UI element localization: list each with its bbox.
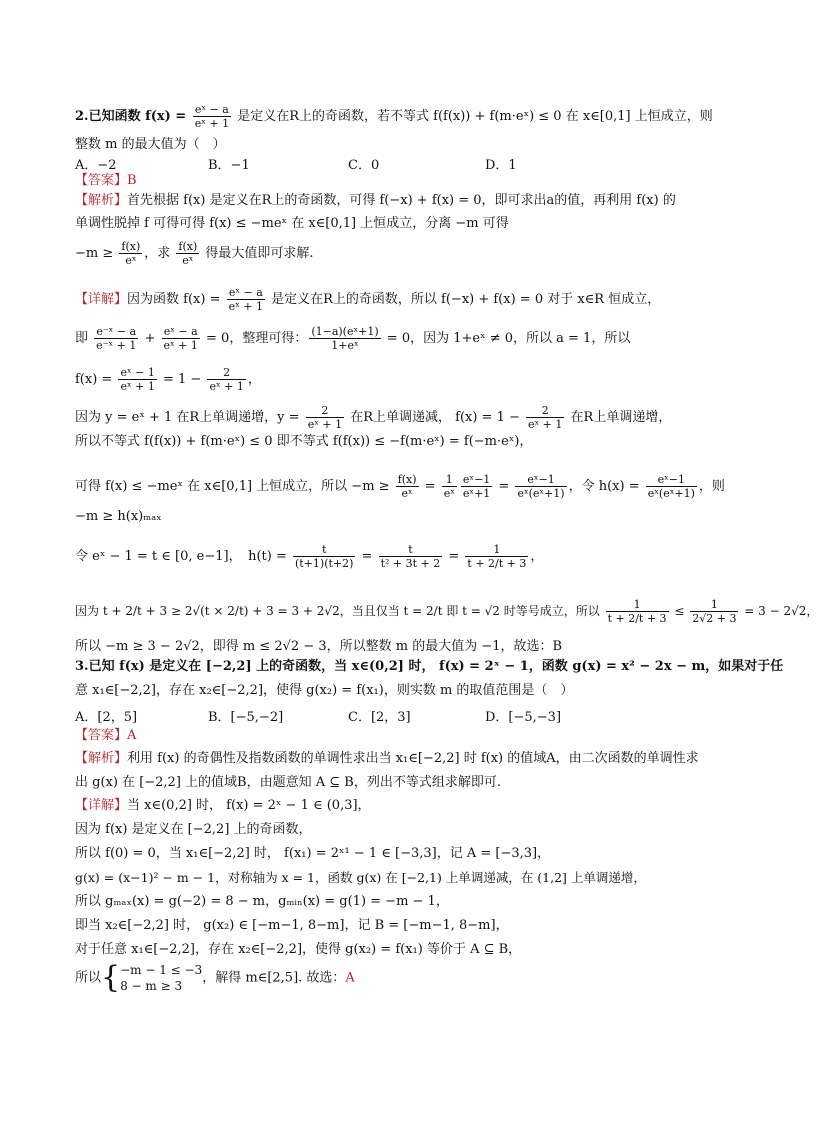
q2-stem-line1: [75, 103, 713, 130]
q2-detail-line2: 即 $\frac{\text{e⁻ˣ − a}}{\text{e⁻ˣ + 1}}$ + $\frac{\text{eˣ − a}}{\text{eˣ + 1}}$ = 0，整理可得： $\frac{\text{(1−a)(eˣ+1)}}{\text{1+eˣ}}$ = 0，因为 1+eˣ ≠ 0，所以 a = 1，所以: [75, 325, 631, 352]
q3-detail-line3: 所以 f(0) = 0，当 x₁∈[−2,2] 时， f(x₁) = 2ˣ¹ − 1 ∈ [−3,3]，记 A = [−3,3]，: [75, 846, 551, 861]
q3-option-d: D．[−5,−3]: [485, 710, 562, 725]
q2-stem-b: 是定义在R上的奇函数，若不等式 f(f(x)) + f(m·eˣ) ≤ 0 在 x∈[0,1] 上恒成立，则: [233, 109, 713, 124]
q3-detail-line1: 【详解】当 x∈(0,2] 时， f(x) = 2ˣ − 1 ∈ (0,3]，: [75, 798, 371, 813]
q3-detail-line6: 即当 x₂∈[−2,2] 时， g(x₂) ∈ [−m−1, 8−m]，记 B = [−m−1, 8−m]，: [75, 918, 509, 933]
q2-detail-line8: 令 eˣ − 1 = t ∈ [0, e−1]， h(t) = $\frac{t}{(t+1)(t+2)}$ = $\frac{t}{\text{t² + 3t + 2}}$ = $\frac{1}{t + 2/t + 3}$ ，: [75, 543, 544, 570]
q3-answer-value: A: [127, 728, 137, 743]
q2-analysis-line1: 【解析】首先根据 f(x) 是定义在R上的奇函数，可得 f(−x) + f(x) = 0，即可求出a的值，再利用 f(x) 的: [75, 193, 676, 208]
q2-option-c: C．0: [348, 158, 380, 173]
q3-option-a: A．[2，5]: [75, 710, 138, 725]
q3-answer: [75, 727, 136, 745]
q2-stem-a: 2.已知函数 f(x) =: [75, 109, 191, 124]
q2-answer-value: B: [127, 173, 137, 188]
q3-stem-line2: 意 x₁∈[−2,2]，存在 x₂∈[−2,2]，使得 g(x₂) = f(x₁)，则实数 m 的取值范围是（ ）: [75, 683, 574, 698]
q3-detail-line8: 所以{ −m − 1 ≤ −3 8 − m ≥ 3 ，解得 m∈[2,5]. 故选：A: [75, 960, 355, 995]
q2-analysis-tag: 【解析】: [75, 193, 128, 208]
inequality-system: −m − 1 ≤ −3 8 − m ≥ 3: [120, 963, 203, 993]
q2-answer-tag: 【答案】: [75, 173, 128, 188]
q3-analysis-line2: 出 g(x) 在 [−2,2] 上的值域B，由题意知 A ⊆ B，列出不等式组求解即可.: [75, 775, 501, 790]
q2-stem-frac: $\frac{\text{eˣ − a}}{\text{eˣ + 1}}$: [194, 103, 230, 130]
q3-option-b: B．[−5,−2]: [208, 710, 284, 725]
q3-analysis-tag: 【解析】: [75, 751, 128, 766]
q2-detail-line4: 因为 y = eˣ + 1 在R上单调递增，y = $\frac{2}{\text{eˣ + 1}}$ 在R上单调递减， f(x) = 1 − $\frac{2}{\text{eˣ + 1}}$ 在R上单调递增，: [75, 404, 672, 431]
q3-stem-line1: 3.已知 f(x) 是定义在 [−2,2] 上的奇函数，当 x∈(0,2] 时， f(x) = 2ˣ − 1，函数 g(x) = x² − 2x − m，如果对于任: [75, 659, 784, 674]
q3-detail-line5: 所以 gₘₐₓ(x) = g(−2) = 8 − m，gₘᵢₙ(x) = g(1) = −m − 1，: [75, 894, 449, 909]
q3-answer-tag: 【答案】: [75, 728, 128, 743]
q2-detail-line5: 所以不等式 f(f(x)) + f(m·eˣ) ≤ 0 即不等式 f(f(x)) ≤ −f(m·eˣ) = f(−m·eˣ)，: [75, 434, 533, 449]
q3-detail-tag: 【详解】: [75, 798, 128, 813]
q2-option-b: B．−1: [208, 158, 250, 173]
q2-stem-line2: 整数 m 的最大值为（ ）: [75, 137, 226, 152]
q2-detail-line9: 因为 t + 2/t + 3 ≥ 2√(t × 2/t) + 3 = 3 + 2√2，当且仅当 t = 2/t 即 t = √2 时等号成立，所以 $\frac{1}{t + 2/t + 3}$ ≤ $\frac{1}{2√2 + 3}$ = 3 − 2√2，: [75, 598, 818, 625]
q2-option-a: A．−2: [75, 158, 117, 173]
q2-detail-line6: 可得 f(x) ≤ −meˣ 在 x∈[0,1] 上恒成立，所以 −m ≥ $\frac{f(x)}{\text{eˣ}}$ = $\frac{1}{\text{eˣ}}$ $\frac{\text{eˣ−1}}{\text{eˣ+1}}$ = $\frac{\text{eˣ−1}}{\text{eˣ(eˣ+1)}}$ ，令 h(x) = $\frac{\text{eˣ−1}}{\text{eˣ(eˣ+1)}}$ ，则: [75, 473, 725, 500]
q2-detail-line1: 【详解】因为函数 f(x) = $\frac{\text{eˣ − a}}{\text{eˣ + 1}}$ 是定义在R上的奇函数，所以 f(−x) + f(x) = 0 对于 x∈R 恒成立，: [75, 286, 661, 313]
q2-detail-line3: f(x) = $\frac{\text{eˣ − 1}}{\text{eˣ + 1}}$ = 1 − $\frac{2}{\text{eˣ + 1}}$ ，: [75, 366, 261, 393]
q2-option-d: D．1: [485, 158, 517, 173]
q2-detail-line10: 所以 −m ≥ 3 − 2√2，即得 m ≤ 2√2 − 3，所以整数 m 的最大值为 −1，故选：B: [75, 639, 563, 654]
left-brace-icon: {: [101, 960, 121, 995]
q2-detail-line7: −m ≥ h(x)ₘₐₓ: [75, 509, 162, 524]
q2-analysis-line3: −m ≥ $\frac{f(x)}{\text{eˣ}}$ ，求 $\frac{f(x)}{\text{eˣ}}$ 得最大值即可求解.: [75, 240, 314, 267]
q2-analysis-line2: 单调性脱掉 f 可得可得 f(x) ≤ −meˣ 在 x∈[0,1] 上恒成立，分离 −m 可得: [75, 216, 509, 231]
q3-analysis-line1: 【解析】利用 f(x) 的奇偶性及指数函数的单调性求出当 x₁∈[−2,2] 时 f(x) 的值域A，由二次函数的单调性求: [75, 751, 699, 766]
q2-answer: [75, 172, 137, 190]
q2-detail-tag: 【详解】: [75, 292, 128, 307]
q3-detail-line2: 因为 f(x) 是定义在 [−2,2] 上的奇函数，: [75, 822, 312, 837]
q3-option-c: C．[2，3]: [348, 710, 411, 725]
q3-detail-line7: 对于任意 x₁∈[−2,2]，存在 x₂∈[−2,2]，使得 g(x₂) = f(x₁) 等价于 A ⊆ B，: [75, 942, 522, 957]
q3-detail-line4: g(x) = (x−1)² − m − 1，对称轴为 x = 1，函数 g(x) 在 [−2,1) 上单调递减，在 (1,2] 上单调递增，: [75, 870, 646, 885]
